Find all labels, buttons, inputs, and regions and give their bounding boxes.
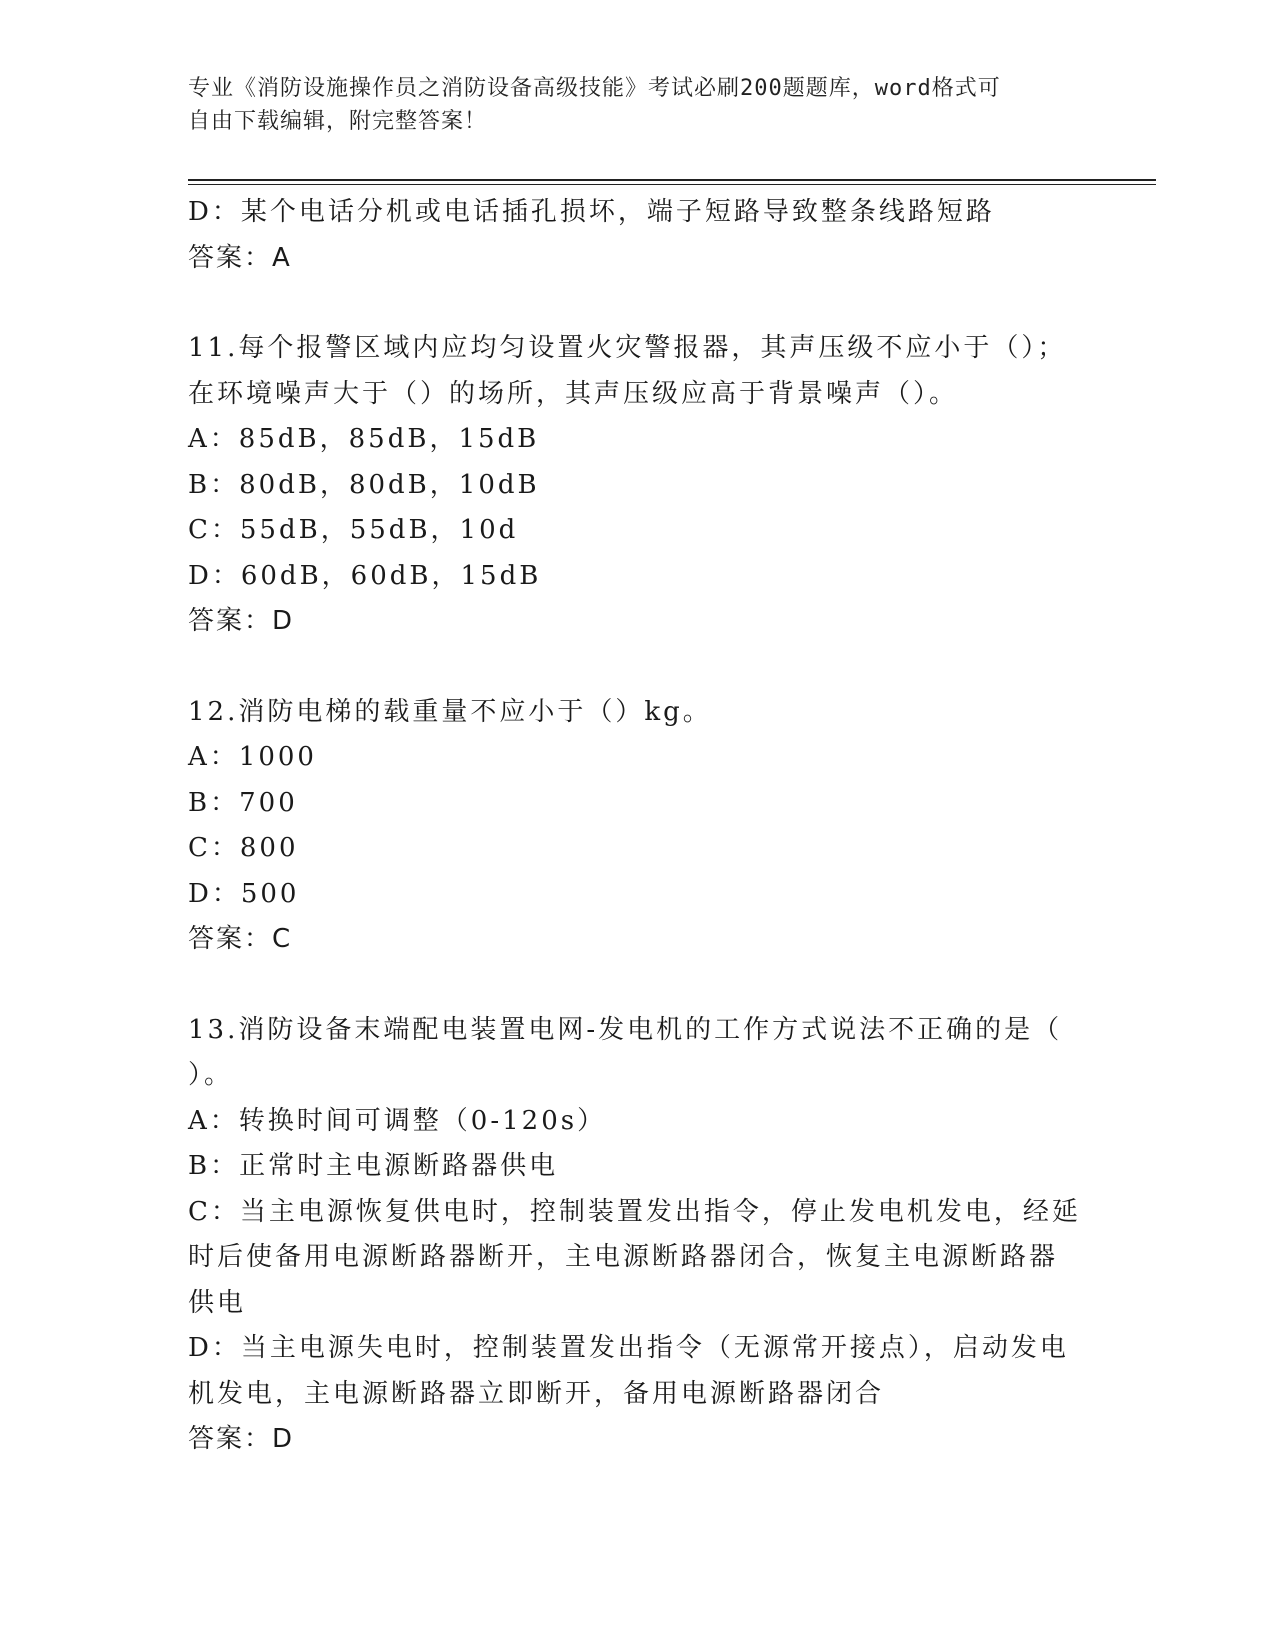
answer-line: 答案：C: [188, 924, 293, 954]
option-a: A：1000: [188, 742, 317, 772]
question-12: [188, 690, 1088, 963]
question-content: [188, 190, 1088, 1463]
option-d: D：500: [188, 878, 300, 909]
option-c: C：800: [188, 833, 299, 863]
document-header: [188, 72, 1088, 138]
answer-line: 答案：A: [188, 242, 292, 273]
header-divider-thin: [188, 184, 1156, 185]
question-stem-line: 在环境噪声大于（）的场所，其声压级应高于背景噪声（）。: [188, 378, 959, 409]
option-c: C：当主电源恢复供电时，控制装置发出指令，停止发电机发电，经延: [188, 1196, 1081, 1227]
header-line-2: 自由下载编辑，附完整答案！: [188, 109, 488, 134]
option-a: A：转换时间可调整（0-120s）: [188, 1105, 607, 1136]
header-line-1: 专业《消防设施操作员之消防设备高级技能》考试必刷200题题库，word格式可: [188, 76, 1001, 101]
option-d: D：当主电源失电时，控制装置发出指令（无源常开接点），启动发电: [188, 1333, 1069, 1363]
option-c-continued: 供电: [188, 1287, 247, 1318]
question-stem-line: 13.消防设备末端配电装置电网-发电机的工作方式说法不正确的是（: [188, 1014, 1063, 1045]
option-c: C：55dB，55dB，10d: [188, 515, 519, 545]
option-d: D：某个电话分机或电话插孔损坏，端子短路导致整条线路短路: [188, 197, 995, 227]
option-d-continued: 机发电，主电源断路器立即断开，备用电源断路器闭合: [188, 1378, 885, 1409]
answer-line: 答案：D: [188, 606, 295, 636]
question-11: [188, 326, 1088, 645]
question-13: [188, 1008, 1088, 1463]
header-divider-thick: [188, 179, 1156, 181]
option-b: B：700: [188, 787, 298, 818]
question-stem-line: ）。: [188, 1060, 234, 1090]
question-stem-line: 11.每个报警区域内应均匀设置火灾警报器，其声压级不应小于（）；: [188, 333, 1067, 363]
answer-line: 答案：D: [188, 1424, 295, 1454]
option-b: B：正常时主电源断路器供电: [188, 1151, 559, 1181]
option-a: A：85dB，85dB，15dB: [188, 424, 540, 454]
carryover-block: [188, 190, 1088, 281]
option-c-continued: 时后使备用电源断路器断开，主电源断路器闭合，恢复主电源断路器: [188, 1242, 1059, 1272]
option-b: B：80dB，80dB，10dB: [188, 469, 540, 500]
option-d: D：60dB，60dB，15dB: [188, 560, 542, 591]
question-stem-line: 12.消防电梯的载重量不应小于（）kg。: [188, 696, 712, 727]
